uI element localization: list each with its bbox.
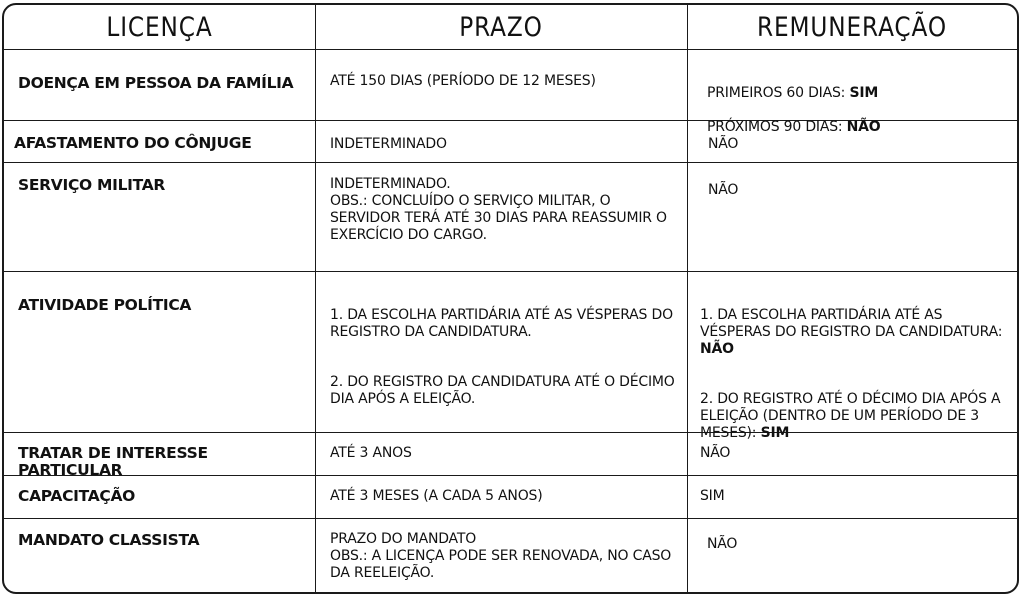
row-prazo-atividade-politica <box>330 290 680 408</box>
row-prazo-servico-militar: INDETERMINADO. OBS.: CONCLUÍDO O SERVIÇO MILITAR, O SERVIDOR TERÁ ATÉ 30 DIAS PARA REASSUMIR O EXERCÍCIO DO CARGO. <box>330 176 667 243</box>
row-licenca-doenca-familia: DOENÇA EM PESSOA DA FAMÍLIA <box>18 74 294 92</box>
header-divider <box>4 49 1017 50</box>
licencas-table <box>2 3 1019 594</box>
row-remuneracao-servico-militar: NÃO <box>708 182 739 198</box>
row-divider <box>4 518 1017 519</box>
row-licenca-afastamento-conjuge: AFASTAMENTO DO CÔNJUGE <box>14 134 252 152</box>
remuneracao-value: NÃO <box>846 119 881 135</box>
row-prazo-interesse-particular: ATÉ 3 ANOS <box>330 445 412 461</box>
header-remuneracao: REMUNERAÇÃO <box>757 11 947 43</box>
column-divider <box>687 5 688 592</box>
remuneracao-value: NÃO <box>700 341 734 357</box>
prazo-item-2: 2. DO REGISTRO DA CANDIDATURA ATÉ O DÉCIMO DIA APÓS A ELEIÇÃO. <box>330 374 675 407</box>
row-divider <box>4 271 1017 272</box>
row-remuneracao-atividade-politica <box>700 290 1010 442</box>
header-licenca: LICENÇA <box>106 11 213 43</box>
prazo-item-1: 1. DA ESCOLHA PARTIDÁRIA ATÉ AS VÉSPERAS DO REGISTRO DA CANDIDATURA. <box>330 307 673 340</box>
row-licenca-interesse-particular: TRATAR DE INTERESSE PARTICULAR <box>18 444 208 479</box>
row-remuneracao-capacitacao: SIM <box>700 488 725 504</box>
row-licenca-atividade-politica: ATIVIDADE POLÍTICA <box>18 296 192 314</box>
remuneracao-item-1: 1. DA ESCOLHA PARTIDÁRIA ATÉ AS VÉSPERAS DO REGISTRO DA CANDIDATURA: <box>700 307 1003 340</box>
row-prazo-mandato-classista: PRAZO DO MANDATO OBS.: A LICENÇA PODE SER RENOVADA, NO CASO DA REELEIÇÃO. <box>330 531 672 581</box>
row-licenca-servico-militar: SERVIÇO MILITAR <box>18 176 166 194</box>
remuneracao-label: PRIMEIROS 60 DIAS: <box>707 85 850 101</box>
column-divider <box>315 5 316 592</box>
remuneracao-item-2: 2. DO REGISTRO ATÉ O DÉCIMO DIA APÓS A ELEIÇÃO (DENTRO DE UM PERÍODO DE 3 MESES): <box>700 391 1001 441</box>
remuneracao-label: PRÓXIMOS 90 DIAS: <box>707 119 847 135</box>
row-licenca-capacitacao: CAPACITAÇÃO <box>18 487 136 505</box>
row-prazo-afastamento-conjuge: INDETERMINADO <box>330 136 447 152</box>
row-prazo-doenca-familia: ATÉ 150 DIAS (PERÍODO DE 12 MESES) <box>330 73 596 89</box>
row-prazo-capacitacao: ATÉ 3 MESES (A CADA 5 ANOS) <box>330 488 543 504</box>
row-divider <box>4 162 1017 163</box>
row-licenca-mandato-classista: MANDATO CLASSISTA <box>18 531 200 549</box>
remuneracao-value: SIM <box>849 85 879 101</box>
row-remuneracao-doenca-familia <box>707 68 1007 136</box>
row-remuneracao-mandato-classista: NÃO <box>707 536 738 552</box>
remuneracao-value: SIM <box>760 425 790 441</box>
row-remuneracao-afastamento-conjuge: NÃO <box>708 136 739 152</box>
row-remuneracao-interesse-particular: NÃO <box>700 445 731 461</box>
header-prazo: PRAZO <box>459 11 543 43</box>
